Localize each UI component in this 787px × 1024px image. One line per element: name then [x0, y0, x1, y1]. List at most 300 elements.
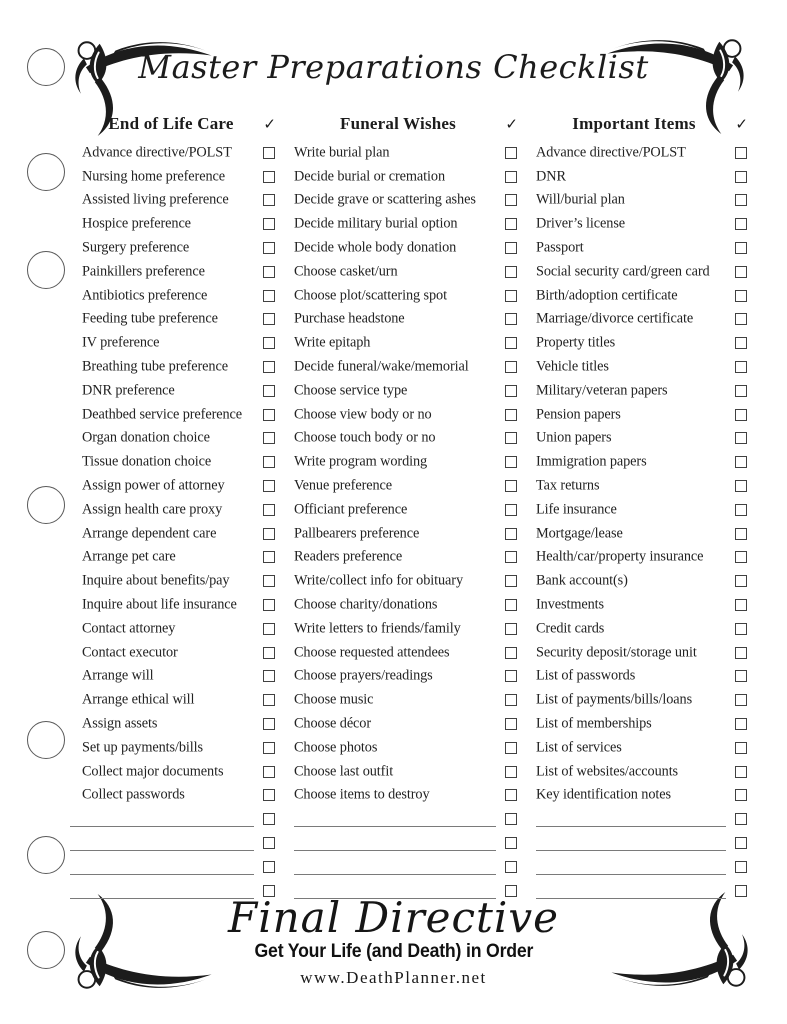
checkbox-icon[interactable]	[735, 647, 747, 659]
checkbox-icon[interactable]	[263, 266, 275, 278]
checklist-row	[294, 403, 518, 427]
checklist-row	[536, 141, 748, 165]
checklist-row	[294, 284, 518, 308]
checklist-row	[536, 189, 748, 213]
checklist-row	[82, 498, 276, 522]
write-in-line	[294, 874, 496, 875]
checkbox-icon[interactable]	[505, 385, 517, 397]
item-label: Military/veteran papers	[536, 382, 668, 399]
brand-tagline	[0, 941, 787, 963]
item-label: Choose plot/scattering spot	[294, 287, 447, 304]
item-label: Choose prayers/readings	[294, 667, 433, 684]
checkbox-icon[interactable]	[735, 575, 747, 587]
item-label: Decide funeral/wake/memorial	[294, 358, 469, 375]
checkbox-icon[interactable]	[505, 171, 517, 183]
checkbox-icon[interactable]	[263, 147, 275, 159]
checkbox-icon[interactable]	[505, 290, 517, 302]
checklist-row	[536, 236, 748, 260]
item-label: DNR	[536, 168, 566, 185]
checkbox-icon[interactable]	[735, 171, 747, 183]
checkbox-icon[interactable]	[263, 361, 275, 373]
checklist-row	[536, 641, 748, 665]
item-label: Investments	[536, 596, 604, 613]
punch-hole-circle	[27, 721, 65, 759]
checklist-row	[294, 379, 518, 403]
checkbox-icon[interactable]	[735, 337, 747, 349]
checkbox-icon[interactable]	[735, 504, 747, 516]
checklist-row	[536, 688, 748, 712]
checkbox-icon[interactable]	[263, 313, 275, 325]
checkbox-icon[interactable]	[735, 837, 747, 849]
checklist-row	[294, 260, 518, 284]
item-label: IV preference	[82, 334, 160, 351]
checkbox-icon[interactable]	[263, 837, 275, 849]
checklist-row	[82, 641, 276, 665]
checklist-row	[82, 189, 276, 213]
item-label: Set up payments/bills	[82, 739, 204, 756]
item-label: Choose charity/donations	[294, 596, 438, 613]
checklist-row	[82, 212, 276, 236]
item-label: Contact attorney	[82, 620, 176, 637]
item-label: Collect passwords	[82, 786, 185, 803]
item-label: Decide whole body donation	[294, 239, 457, 256]
checkbox-icon[interactable]	[735, 528, 747, 540]
blank-write-in-row	[82, 855, 276, 879]
checkbox-icon[interactable]	[263, 171, 275, 183]
item-label: Purchase headstone	[294, 310, 405, 327]
header-check-icon: ✓	[735, 115, 748, 133]
item-label: Advance directive/POLST	[82, 144, 232, 161]
checklist-row	[294, 665, 518, 689]
checklist-row	[82, 760, 276, 784]
item-label: Write program wording	[294, 453, 428, 470]
checkbox-icon[interactable]	[263, 551, 275, 563]
checkbox-icon[interactable]	[735, 361, 747, 373]
checklist-row	[536, 665, 748, 689]
checklist-row	[82, 284, 276, 308]
checkbox-icon[interactable]	[505, 147, 517, 159]
checkbox-icon[interactable]	[505, 575, 517, 587]
checkbox-icon[interactable]	[505, 528, 517, 540]
item-label: Inquire about benefits/pay	[82, 572, 230, 589]
blank-write-in-row	[294, 807, 518, 831]
checklist-row	[536, 284, 748, 308]
item-label: Credit cards	[536, 620, 605, 637]
checkbox-icon[interactable]	[263, 861, 275, 873]
item-label: DNR preference	[82, 382, 175, 399]
checkbox-icon[interactable]	[505, 409, 517, 421]
item-label: Collect major documents	[82, 763, 224, 780]
checkbox-icon[interactable]	[735, 242, 747, 254]
checkbox-icon[interactable]	[505, 456, 517, 468]
checkbox-icon[interactable]	[735, 194, 747, 206]
checkbox-icon[interactable]	[263, 504, 275, 516]
checklist-row	[82, 260, 276, 284]
checklist-row	[294, 688, 518, 712]
item-label: Driver’s license	[536, 215, 626, 232]
checkbox-icon[interactable]	[735, 313, 747, 325]
header-check-icon: ✓	[263, 115, 276, 133]
checklist-row	[536, 403, 748, 427]
checklist-row	[82, 593, 276, 617]
checklist-row	[82, 665, 276, 689]
checkbox-icon[interactable]	[735, 290, 747, 302]
write-in-line	[70, 874, 254, 875]
item-label: Readers preference	[294, 548, 403, 565]
checkbox-icon[interactable]	[735, 623, 747, 635]
item-label: Arrange will	[82, 667, 154, 684]
checklist	[82, 110, 748, 903]
checklist-row	[536, 379, 748, 403]
checkbox-icon[interactable]	[505, 551, 517, 563]
item-label: Union papers	[536, 429, 612, 446]
item-label: Bank account(s)	[536, 572, 628, 589]
checklist-row	[82, 331, 276, 355]
checklist-row	[82, 736, 276, 760]
checklist-row	[536, 308, 748, 332]
item-label: Breathing tube preference	[82, 358, 228, 375]
checklist-row	[82, 569, 276, 593]
checklist-row	[82, 784, 276, 808]
checklist-row	[82, 450, 276, 474]
header-check-icon: ✓	[505, 115, 518, 133]
item-label: Inquire about life insurance	[82, 596, 237, 613]
checklist-row	[536, 474, 748, 498]
item-label: Nursing home preference	[82, 168, 225, 185]
punch-hole-circle	[27, 836, 65, 874]
item-label: Vehicle titles	[536, 358, 609, 375]
checkbox-icon[interactable]	[505, 242, 517, 254]
item-label: Social security card/green card	[536, 263, 710, 280]
checkbox-icon[interactable]	[505, 718, 517, 730]
checklist-row	[294, 760, 518, 784]
checklist-row	[536, 760, 748, 784]
checkbox-icon[interactable]	[735, 456, 747, 468]
item-label: Venue preference	[294, 477, 393, 494]
checkbox-icon[interactable]	[735, 694, 747, 706]
checkbox-icon[interactable]	[735, 766, 747, 778]
blank-write-in-row	[536, 855, 748, 879]
checklist-row	[294, 427, 518, 451]
checklist-row	[536, 522, 748, 546]
blank-write-in-row	[294, 855, 518, 879]
checklist-row	[82, 546, 276, 570]
item-label: Choose service type	[294, 382, 408, 399]
item-label: Choose décor	[294, 715, 372, 732]
column-header-label: End of Life Care	[108, 114, 234, 133]
checkbox-icon[interactable]	[505, 670, 517, 682]
website-url: www.DeathPlanner.net	[300, 968, 487, 987]
checkbox-icon[interactable]	[505, 789, 517, 801]
checklist-row	[294, 236, 518, 260]
item-label: Choose requested attendees	[294, 644, 450, 661]
checklist-row	[294, 617, 518, 641]
checklist-row	[82, 141, 276, 165]
checkbox-icon[interactable]	[735, 599, 747, 611]
checkbox-icon[interactable]	[263, 670, 275, 682]
item-label: Choose photos	[294, 739, 378, 756]
checklist-row	[294, 355, 518, 379]
checkbox-icon[interactable]	[263, 432, 275, 444]
checklist-row	[294, 569, 518, 593]
column-important-items	[536, 110, 748, 903]
item-label: Officiant preference	[294, 501, 408, 518]
checklist-row	[294, 189, 518, 213]
item-label: Immigration papers	[536, 453, 647, 470]
checklist-row	[294, 165, 518, 189]
checkbox-icon[interactable]	[505, 766, 517, 778]
checklist-row	[294, 498, 518, 522]
brand-tagline-text: Get Your Life (and Death) in Order	[254, 941, 533, 962]
checklist-row	[82, 165, 276, 189]
checklist-row	[82, 427, 276, 451]
item-label: Choose music	[294, 691, 374, 708]
checkbox-icon[interactable]	[735, 147, 747, 159]
checkbox-icon[interactable]	[735, 551, 747, 563]
item-label: Security deposit/storage unit	[536, 644, 697, 661]
item-label: Decide grave or scattering ashes	[294, 191, 476, 208]
checklist-row	[82, 355, 276, 379]
item-label: Pallbearers preference	[294, 525, 420, 542]
blank-write-in-row	[294, 831, 518, 855]
checklist-row	[536, 260, 748, 284]
checkbox-icon[interactable]	[263, 385, 275, 397]
item-label: List of memberships	[536, 715, 652, 732]
item-label: Write letters to friends/family	[294, 620, 461, 637]
checklist-row	[294, 474, 518, 498]
checklist-row	[82, 688, 276, 712]
checklist-row	[536, 593, 748, 617]
checklist-row	[82, 379, 276, 403]
column-header	[294, 110, 518, 138]
checkbox-icon[interactable]	[735, 266, 747, 278]
checkbox-icon[interactable]	[505, 623, 517, 635]
item-label: Antibiotics preference	[82, 287, 208, 304]
punch-hole-circle	[27, 251, 65, 289]
checkbox-icon[interactable]	[263, 742, 275, 754]
checklist-row	[294, 141, 518, 165]
checklist-row	[82, 308, 276, 332]
item-label: List of websites/accounts	[536, 763, 679, 780]
checkbox-icon[interactable]	[735, 789, 747, 801]
checklist-row	[294, 784, 518, 808]
item-label: List of services	[536, 739, 622, 756]
item-label: Write epitaph	[294, 334, 371, 351]
checklist-row	[536, 617, 748, 641]
item-label: Assign health care proxy	[82, 501, 223, 518]
blank-write-in-row	[536, 831, 748, 855]
checklist-row	[536, 784, 748, 808]
checkbox-icon[interactable]	[735, 432, 747, 444]
checkbox-icon[interactable]	[505, 599, 517, 611]
item-label: Tissue donation choice	[82, 453, 212, 470]
checkbox-icon[interactable]	[735, 742, 747, 754]
item-label: Assign power of attorney	[82, 477, 225, 494]
page-title: Master Preparations Checklist	[138, 48, 649, 86]
checkbox-icon[interactable]	[263, 599, 275, 611]
blank-write-in-row	[536, 807, 748, 831]
item-label: Key identification notes	[536, 786, 671, 803]
item-label: Birth/adoption certificate	[536, 287, 678, 304]
checklist-row	[82, 712, 276, 736]
checklist-row	[294, 736, 518, 760]
checkbox-icon[interactable]	[505, 742, 517, 754]
checklist-row	[294, 712, 518, 736]
checklist-row	[82, 617, 276, 641]
item-label: Choose items to destroy	[294, 786, 430, 803]
item-label: Organ donation choice	[82, 429, 210, 446]
item-label: Contact executor	[82, 644, 178, 661]
checkbox-icon[interactable]	[263, 694, 275, 706]
item-label: Pension papers	[536, 406, 621, 423]
checkbox-icon[interactable]	[263, 409, 275, 421]
item-label: Arrange dependent care	[82, 525, 217, 542]
column-end-of-life-care	[82, 110, 276, 903]
checklist-row	[294, 450, 518, 474]
write-in-line	[70, 850, 254, 851]
checklist-row	[82, 522, 276, 546]
item-label: Feeding tube preference	[82, 310, 218, 327]
punch-hole-circle	[27, 153, 65, 191]
checkbox-icon[interactable]	[263, 623, 275, 635]
item-label: Deathbed service preference	[82, 406, 243, 423]
item-label: Write/collect info for obituary	[294, 572, 464, 589]
item-label: Arrange pet care	[82, 548, 176, 565]
checklist-row	[82, 403, 276, 427]
checklist-row	[294, 546, 518, 570]
item-label: List of passwords	[536, 667, 636, 684]
item-label: Assign assets	[82, 715, 158, 732]
checklist-row	[536, 736, 748, 760]
blank-write-in-row	[82, 807, 276, 831]
checkbox-icon[interactable]	[735, 813, 747, 825]
checkbox-icon[interactable]	[735, 670, 747, 682]
checkbox-icon[interactable]	[505, 266, 517, 278]
checkbox-icon[interactable]	[505, 218, 517, 230]
item-label: Write burial plan	[294, 144, 390, 161]
item-label: Choose last outfit	[294, 763, 394, 780]
item-label: Choose touch body or no	[294, 429, 436, 446]
checkbox-icon[interactable]	[505, 337, 517, 349]
checklist-row	[536, 331, 748, 355]
checklist-row	[536, 569, 748, 593]
checkbox-icon[interactable]	[263, 480, 275, 492]
item-label: Marriage/divorce certificate	[536, 310, 694, 327]
item-label: Tax returns	[536, 477, 600, 494]
item-label: Choose view body or no	[294, 406, 432, 423]
checklist-row	[536, 712, 748, 736]
checklist-row	[294, 212, 518, 236]
checkbox-icon[interactable]	[505, 861, 517, 873]
item-label: Property titles	[536, 334, 616, 351]
checkbox-icon[interactable]	[263, 337, 275, 349]
checklist-row	[536, 546, 748, 570]
write-in-line	[536, 850, 726, 851]
item-label: Surgery preference	[82, 239, 190, 256]
checklist-row	[536, 165, 748, 189]
checkbox-icon[interactable]	[735, 409, 747, 421]
checkbox-icon[interactable]	[263, 789, 275, 801]
checklist-row	[536, 498, 748, 522]
item-label: Will/burial plan	[536, 191, 625, 208]
checkbox-icon[interactable]	[263, 218, 275, 230]
checklist-row	[294, 308, 518, 332]
checkbox-icon[interactable]	[263, 718, 275, 730]
item-label: Painkillers preference	[82, 263, 205, 280]
item-label: Health/car/property insurance	[536, 548, 704, 565]
checkbox-icon[interactable]	[505, 694, 517, 706]
checklist-row	[82, 474, 276, 498]
item-label: Mortgage/lease	[536, 525, 623, 542]
checkbox-icon[interactable]	[505, 480, 517, 492]
checkbox-icon[interactable]	[505, 194, 517, 206]
checklist-row	[294, 522, 518, 546]
item-label: List of payments/bills/loans	[536, 691, 693, 708]
checkbox-icon[interactable]	[505, 647, 517, 659]
write-in-line	[536, 874, 726, 875]
checkbox-icon[interactable]	[735, 861, 747, 873]
item-label: Decide burial or cremation	[294, 168, 446, 185]
write-in-line	[294, 826, 496, 827]
checkbox-icon[interactable]	[263, 575, 275, 587]
checkbox-icon[interactable]	[505, 432, 517, 444]
blank-write-in-row	[82, 831, 276, 855]
write-in-line	[294, 850, 496, 851]
checkbox-icon[interactable]	[263, 813, 275, 825]
checkbox-icon[interactable]	[735, 480, 747, 492]
checklist-row	[82, 236, 276, 260]
punch-hole-circle	[27, 486, 65, 524]
checklist-row	[294, 641, 518, 665]
checkbox-icon[interactable]	[263, 290, 275, 302]
checkbox-icon[interactable]	[735, 718, 747, 730]
checkbox-icon[interactable]	[735, 385, 747, 397]
checklist-row	[536, 355, 748, 379]
checkbox-icon[interactable]	[263, 647, 275, 659]
checkbox-icon[interactable]	[735, 218, 747, 230]
checklist-row	[536, 427, 748, 451]
brand-logo: Final Directive	[228, 893, 559, 942]
item-label: Hospice preference	[82, 215, 191, 232]
checkbox-icon[interactable]	[505, 313, 517, 325]
item-label: Passport	[536, 239, 584, 256]
write-in-line	[70, 826, 254, 827]
item-label: Advance directive/POLST	[536, 144, 686, 161]
item-label: Life insurance	[536, 501, 617, 518]
column-funeral-wishes	[294, 110, 518, 903]
checkbox-icon[interactable]	[263, 456, 275, 468]
checkbox-icon[interactable]	[505, 813, 517, 825]
checkbox-icon[interactable]	[263, 242, 275, 254]
item-label: Arrange ethical will	[82, 691, 195, 708]
checkbox-icon[interactable]	[263, 766, 275, 778]
item-label: Decide military burial option	[294, 215, 458, 232]
column-header-label: Funeral Wishes	[340, 114, 456, 133]
checklist-row	[294, 593, 518, 617]
column-header	[536, 110, 748, 138]
checkbox-icon[interactable]	[263, 194, 275, 206]
checkbox-icon[interactable]	[263, 528, 275, 540]
checklist-row	[294, 331, 518, 355]
column-header-label: Important Items	[572, 114, 696, 133]
item-label: Assisted living preference	[82, 191, 229, 208]
checklist-row	[536, 212, 748, 236]
column-header	[82, 110, 276, 138]
checklist-row	[536, 450, 748, 474]
checkbox-icon[interactable]	[505, 837, 517, 849]
checkbox-icon[interactable]	[505, 504, 517, 516]
checkbox-icon[interactable]	[505, 361, 517, 373]
